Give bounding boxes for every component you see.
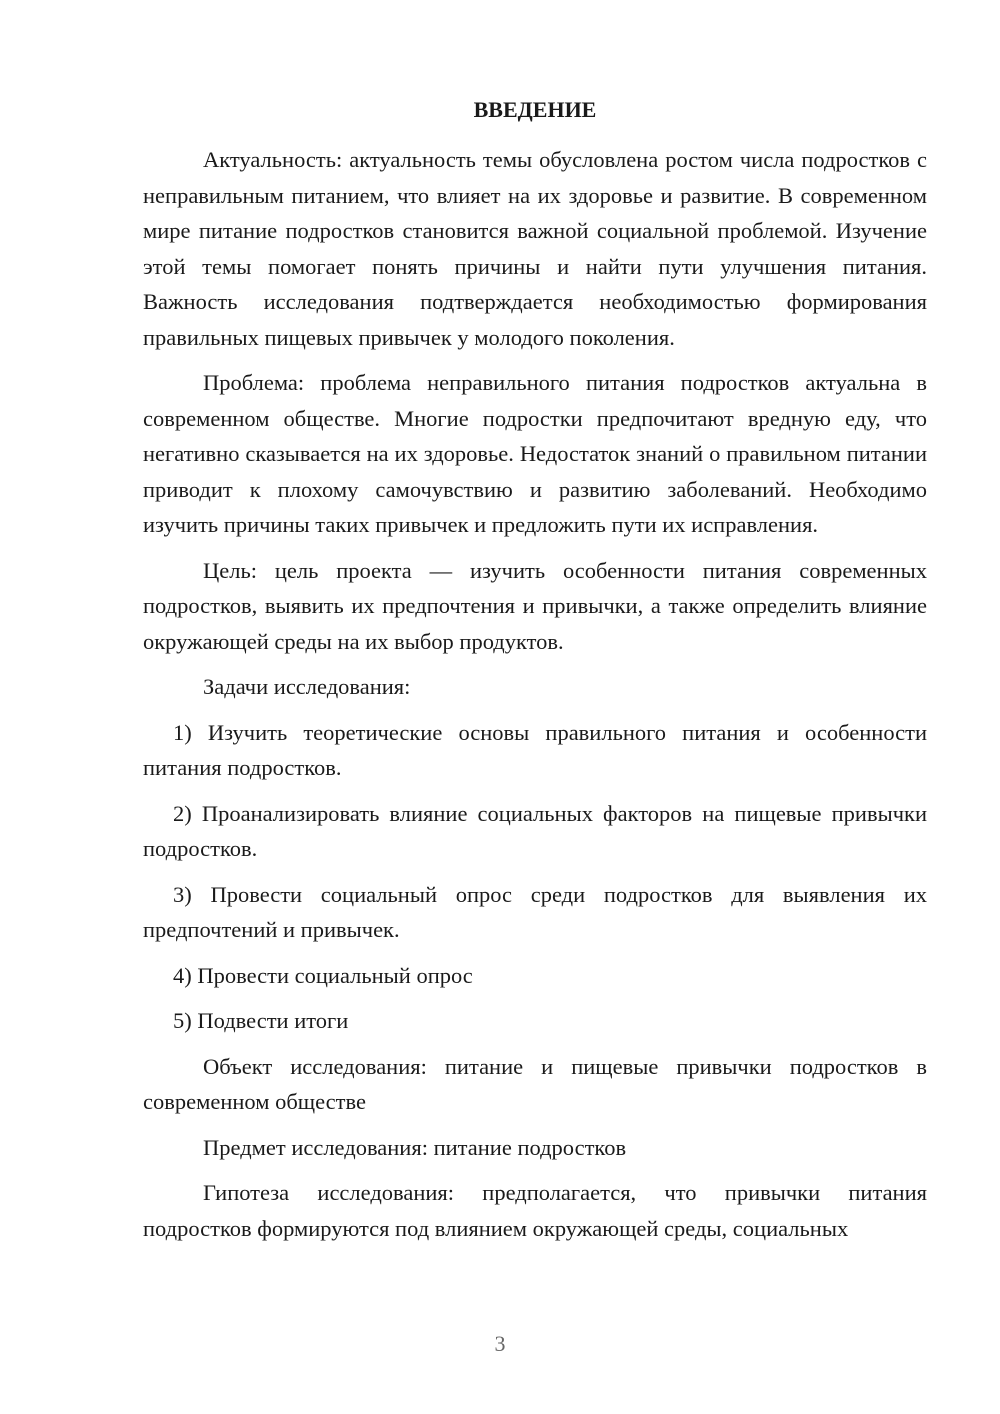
task-item: 2) Проанализировать влияние социальных факторов на пищевые привычки подростков. xyxy=(143,800,927,861)
tasks-heading: Задачи исследования: xyxy=(203,674,411,699)
page-title: ВВЕДЕНИЕ xyxy=(473,97,597,122)
hypothesis-paragraph: Гипотеза исследования: предполагается, что привычки питания подростков формируются под влиянием окружающей среды, социальных xyxy=(143,1180,927,1241)
object-paragraph: Объект исследования: питание и пищевые привычки подростков в современном обществе xyxy=(143,1053,927,1114)
problem-paragraph: Проблема: проблема неправильного питания подростков актуальна в современном обществе. Многие подростки предпочитают вредную еду, что негативно сказывается на их здоровье. Недостаток знаний о правильном питании приводит к плохому самочувствию и развитию заболеваний. Необходимо изучить причины таких привычек и предложить пути их исправления. xyxy=(143,370,927,537)
subject-paragraph: Предмет исследования: питание подростков xyxy=(203,1134,627,1160)
page-content xyxy=(143,92,927,1256)
task-item: 5) Подвести итоги xyxy=(173,1008,349,1033)
goal-paragraph: Цель: цель проекта — изучить особенности питания современных подростков, выявить их предпочтения и привычки, а также определить влияние окружающей среды на их выбор продуктов. xyxy=(143,557,927,654)
task-item: 1) Изучить теоретические основы правильного питания и особенности питания подростков. xyxy=(143,719,927,780)
task-item: 4) Провести социальный опрос xyxy=(173,962,473,988)
task-item: 3) Провести социальный опрос среди подростков для выявления их предпочтений и привычек. xyxy=(143,881,927,942)
relevance-paragraph: Актуальность: актуальность темы обусловлена ростом числа подростков с неправильным питанием, что влияет на их здоровье и развитие. В современном мире питание подростков становится важной социальной проблемой. Изучение этой темы помогает понять причины и найти пути улучшения питания. Важность исследования подтверждается необходимостью формирования правильных пищевых привычек у молодого поколения. xyxy=(143,147,927,350)
page-number: 3 xyxy=(494,1331,506,1356)
